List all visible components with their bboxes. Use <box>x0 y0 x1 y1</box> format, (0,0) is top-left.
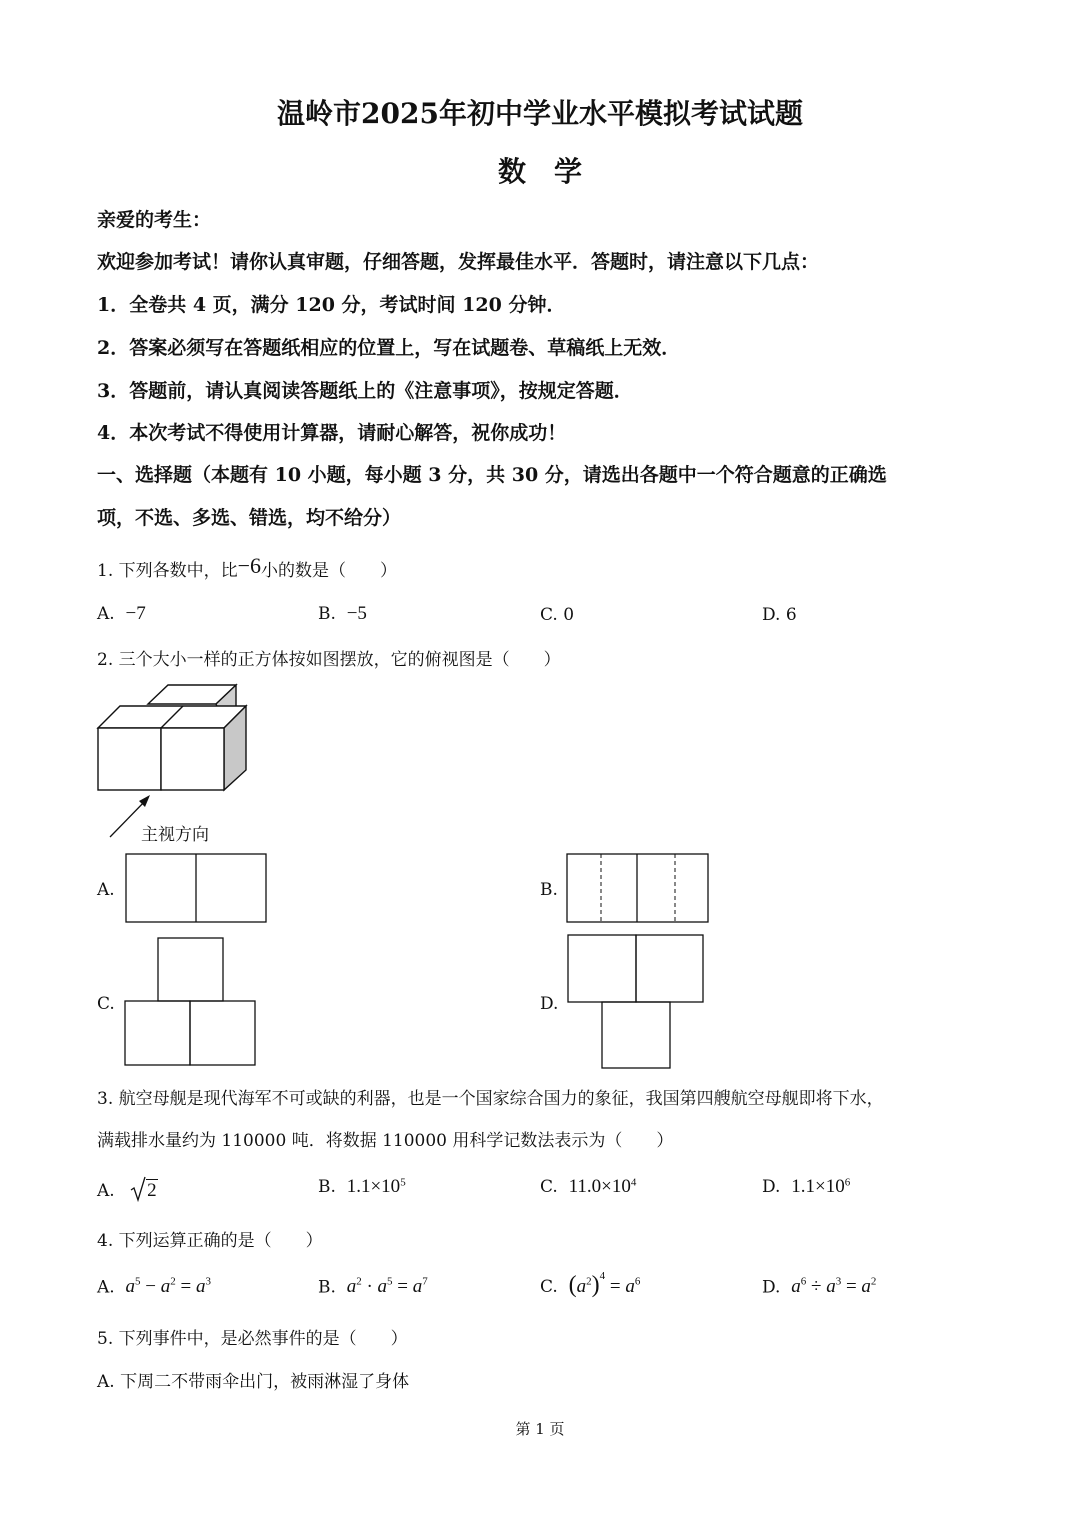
notice-item: 2．答案必须写在答题纸相应的位置上，写在试题卷、草稿纸上无效． <box>97 337 681 359</box>
exponent: 5 <box>400 1176 406 1189</box>
option-letter: D. <box>762 1277 781 1298</box>
q2-option-c-label: C. <box>97 994 115 1014</box>
question-5-stem: 5. 下列事件中，是必然事件的是（ ） <box>97 1329 408 1349</box>
greeting: 亲爱的考生： <box>97 209 212 231</box>
question-4-stem: 4. 下列运算正确的是（ ） <box>97 1231 323 1251</box>
sqrt-radicand: 2 <box>147 1180 157 1201</box>
exponent: 4 <box>630 1176 637 1189</box>
q1-stem-b: 小的数是（ ） <box>261 561 398 581</box>
direction-label: 主视方向 <box>141 825 209 845</box>
notice-item: 4．本次考试不得使用计算器，请耐心解答，祝你成功！ <box>97 422 567 444</box>
q4-option-c <box>540 1269 641 1299</box>
option-letter: D. <box>762 1177 781 1197</box>
section-heading-cont: 项，不选、多选、错选，均不给分） <box>97 507 402 529</box>
question-1-stem <box>97 553 398 582</box>
q3-option-b <box>318 1176 406 1198</box>
q2-option-d-figure <box>567 934 705 1070</box>
option-letter: C. <box>540 1177 558 1197</box>
q1-option-a <box>97 603 146 625</box>
exam-title: 温岭市2025年初中学业水平模拟考试试题 <box>277 97 803 130</box>
q2-option-a-figure <box>125 853 268 925</box>
option-letter: C. <box>540 1277 558 1297</box>
option-value: 1.1×10 <box>346 1176 401 1197</box>
formula: $a^2 \cdot a^5 = a^7$ <box>346 1276 428 1298</box>
q3-option-d <box>762 1176 850 1198</box>
section-heading: 一、选择题（本题有 10 小题，每小题 3 分，共 30 分，请选出各题中一个符合题意的正确选 <box>97 464 887 486</box>
question-2-stem: 2. 三个大小一样的正方体按如图摆放，它的俯视图是（ ） <box>97 650 561 670</box>
notice-item: 1．全卷共 4 页，满分 120 分，考试时间 120 分钟． <box>97 294 566 316</box>
page-number: 第 1 页 <box>515 1420 565 1438</box>
option-letter: B. <box>318 604 336 624</box>
q5-option-a: A. 下周二不带雨伞出门，被雨淋湿了身体 <box>97 1372 410 1392</box>
option-letter: B. <box>318 1277 336 1298</box>
q2-option-a-label: A. <box>97 880 115 900</box>
sqrt-sign-icon <box>130 1176 146 1202</box>
question-3-stem-cont: 满载排水量约为 110000 吨．将数据 110000 用科学记数法表示为（ ） <box>97 1131 674 1151</box>
option-value: −5 <box>346 603 367 624</box>
subject-title: 数 学 <box>497 155 582 188</box>
q2-option-b-figure <box>566 853 710 925</box>
question-3-stem: 3. 航空母舰是现代海军不可或缺的利器，也是一个国家综合国力的象征，我国第四艘航空母舰即将下水， <box>97 1089 884 1109</box>
q1-option-b <box>318 603 367 625</box>
option-value: 11.0×10 <box>568 1176 631 1197</box>
q4-option-d <box>762 1276 876 1298</box>
formula: $a^5 - a^2 = a^3$ <box>125 1276 211 1298</box>
q3-option-a <box>97 1176 158 1202</box>
q2-option-c-figure <box>124 937 258 1068</box>
option-letter: A. <box>97 1277 115 1298</box>
q1-option-d: D. 6 <box>762 605 797 625</box>
option-letter: B. <box>318 1177 336 1197</box>
q1-stem-a: 1. 下列各数中，比 <box>97 561 238 581</box>
q1-option-c: C. 0 <box>540 605 575 625</box>
q2-option-d-label: D. <box>540 994 559 1014</box>
exponent: 6 <box>844 1176 851 1189</box>
notice-item: 3．答题前，请认真阅读答题纸上的《注意事项》，按规定答题． <box>97 380 633 402</box>
sqrt-expression <box>130 1176 158 1202</box>
q2-option-b-label: B. <box>540 880 558 900</box>
q1-stem-num: −6 <box>237 553 262 578</box>
formula: $a^6 \div a^3 = a^2$ <box>791 1276 877 1298</box>
q4-option-b <box>318 1276 428 1298</box>
option-letter: A. <box>97 1181 115 1201</box>
q4-option-a <box>97 1276 211 1298</box>
option-value: −7 <box>125 603 146 624</box>
q3-option-c <box>540 1176 636 1198</box>
intro-text: 欢迎参加考试！请你认真审题，仔细答题，发挥最佳水平．答题时，请注意以下几点： <box>97 251 820 273</box>
formula: $(a^2)^4 = a^6$ <box>568 1269 641 1298</box>
option-letter: A. <box>97 604 115 624</box>
option-value: 1.1×10 <box>791 1176 845 1197</box>
